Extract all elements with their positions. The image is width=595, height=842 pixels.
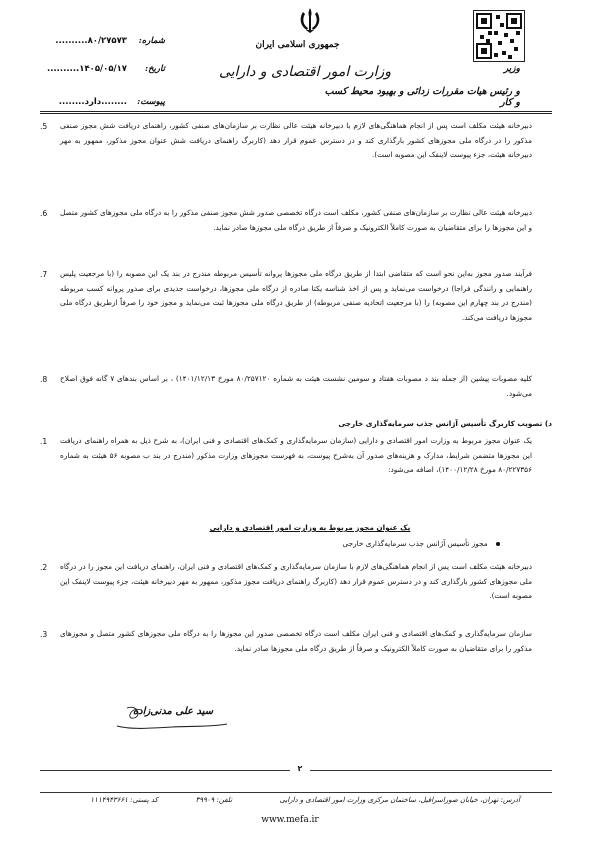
section-title: د) تصویب کاربرگ تأسیس آژانس جذب سرمایه‌گذاری خارجی — [338, 419, 552, 428]
iran-emblem-icon — [297, 6, 323, 34]
minister-title: وزیر — [503, 64, 520, 74]
item-number: .2 — [40, 563, 48, 572]
item-number: .5 — [40, 122, 48, 131]
item-text: دبیرخانه هیئت مکلف است پس از انجام هماهنگی‌های لازم با سازمان سرمایه‌گذاری و کمک‌های اقتصادی و فنی ایران، راهنمای دریافت این مجوز را در درگاه ملی مجوزهای کشور بارگذاری کند و در دسترس عموم قرار دهد (کاربرگ راهنمای دریافت مجوز مذکور، ممهور به مهر دبیرخانه هیئت، جزء پیوست لاینفک این مصوبه است). — [60, 562, 532, 600]
letter-attachment — [35, 97, 165, 110]
bullet-dot-icon — [496, 542, 500, 546]
letter-attachment-value: ........دارد........ — [58, 97, 127, 107]
item-text: دبیرخانه هیئت مکلف است پس از انجام هماهنگی‌های لازم با دبیرخانه هیئت عالی نظارت بر سازمان‌های صنفی کشور، راهنمای دریافت شش مجوز صنفی مذکور را در درگاه ملی مجوزهای کشور بارگذاری کند و در دسترس عموم قرار دهد (کاربرگ راهنمای دریافت شش عنوان مجوز مذکور، ممهور به مهر دبیرخانه هیئت، جزء پیوست لاینفک این مصوبه است). — [60, 121, 532, 159]
item-number: .8 — [40, 375, 48, 384]
footer-website-link[interactable]: www.mefa.ir — [261, 815, 319, 825]
header-rule-2 — [40, 113, 552, 114]
footer-phone: تلفن: ۳۹۹۰۹ — [195, 796, 232, 804]
letter-date — [35, 64, 165, 77]
item-text: سازمان سرمایه‌گذاری و کمک‌های اقتصادی و فنی ایران مکلف است درگاه تخصصی صدور این مجوزها را به درگاه ملی مجوزهای کشور متصل و مجوزهای مذکور را برای متقاضیان به صورت کاملاً الکترونیک و صرفاً از طریق درگاه ملی مجوزها صادر نماید. — [60, 629, 532, 653]
deputy-title: و رئیس هیات مقررات زدائی و بهبود محیط کسب و کار — [324, 86, 520, 108]
ministry-title: وزارت امور اقتصادی و دارایی — [218, 64, 392, 80]
letter-number-value: ۸۰/۲۷۵۷۳.......... — [55, 36, 127, 46]
footer-address: آدرس: تهران، خیابان صوراسرافیل، ساختمان مرکزی وزارت امور اقتصادی و دارایی — [279, 796, 520, 804]
republic-title: جمهوری اسلامی ایران — [255, 40, 340, 50]
item-number: .3 — [40, 630, 48, 639]
qr-code — [473, 10, 525, 62]
item-text: کلیه مصوبات پیشین (از جمله بند د مصوبات هفتاد و سومین نشست هیئت به شماره ۸۰/۲۵۷۱۲۰ مورخ ۱۴۰۱/۱۲/۱۳) ، بر اساس بندهای ۷ گانه فوق اصلاح می‌شود. — [60, 374, 532, 398]
header-rule — [40, 111, 552, 112]
letter-date-value: ۱۴۰۵/۰۵/۱۷.......... — [46, 64, 127, 74]
letter-date-label: تاریخ: — [144, 64, 165, 74]
letter-number-label: شماره: — [138, 36, 165, 46]
item-text: دبیرخانه هیئت عالی نظارت بر سازمان‌های صنفی کشور، مکلف است درگاه تخصصی صدور شش مجوز صنفی مذکور را به درگاه ملی مجوزهای کشور متصل و این مجوزها را برای متقاضیان به صورت کاملاً الکترونیک و صرفاً از طریق درگاه ملی مجوزها صادر نماید. — [60, 208, 532, 232]
page-number: ۲ — [290, 764, 310, 773]
bullet-text: مجوز تأسیس آژانس جذب سرمایه‌گذاری خارجی — [342, 539, 488, 548]
item-number: .1 — [40, 437, 48, 446]
subheading: یک عنوان مجوز مربوط به وزارت امور اقتصادی و دارایی — [209, 523, 411, 532]
item-number: .6 — [40, 209, 48, 218]
footer-postal-code: کد پستی: ۱۱۱۴۹۴۳۶۶۱ — [90, 796, 158, 804]
item-number: .7 — [40, 270, 48, 279]
item-text: فرآیند صدور مجوز به‌این نحو است که متقاضی ابتدا از طریق درگاه ملی مجوزها پروانه تأسیس مربوطه مندرج در بند یک این مصوبه را (با مرجعیت پلیس راهنمایی و رانندگی فراجا) درخواست می‌نماید و پس از اخذ شناسه یکتا صادره از درگاه ملی مجوزها، درخواست جدیدی برای صدور پروانه کسب مربوطه (مندرج در بند چهارم این مصوبه) را (با مرجعیت اتحادیه صنفی مربوطه) از طریق درگاه ملی مجوزها ثبت می‌نماید و مجوز خود را صرفاً ازطریق درگاه ملی مجوزها دریافت می‌کند. — [60, 269, 532, 322]
signature-scribble-icon — [112, 700, 232, 734]
bullet-item — [200, 537, 500, 552]
item-text: یک عنوان مجوز مربوط به وزارت امور اقتصادی و دارایی (سازمان سرمایه‌گذاری و کمک‌های اقتصادی و فنی ایران)، به شرح ذیل به همراه راهنمای دریافت این مجوزها متضمن شرایط، مدارک و هزینه‌های صدور آن به‌شرح پیوست، به فهرست مجوزهای وزارت مذکور (مندرج در بند ب مصوبه ۵۶ هیئت به شماره ۸۰/۲۲۷۳۵۶ مورخ ۱۴۰۰/۱۲/۲۸)، اضافه می‌شود: — [60, 436, 532, 474]
letter-number — [35, 36, 165, 49]
signature-name: سید علی مدنی‌زاده — [132, 706, 214, 717]
letter-attachment-label: پیوست: — [137, 97, 165, 107]
footer-rule-2 — [40, 792, 552, 793]
